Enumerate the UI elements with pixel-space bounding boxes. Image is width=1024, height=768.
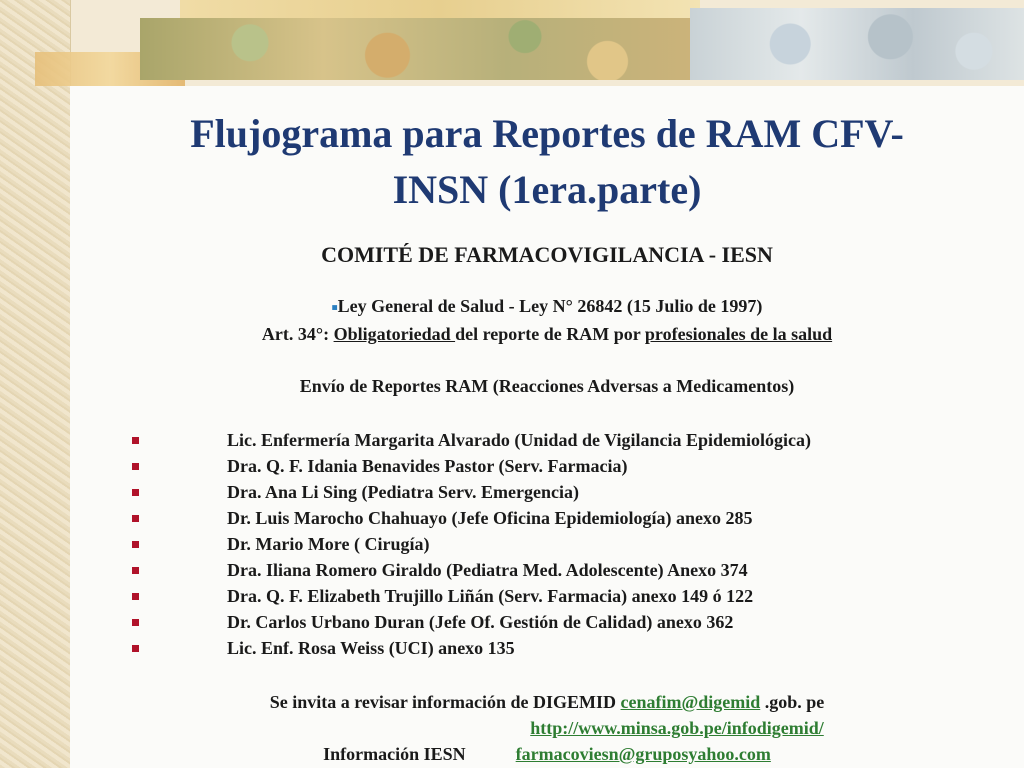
list-item (70, 558, 1024, 584)
law-reference-text: Ley General de Salud - Ley N° 26842 (15 Julio de 1997) (337, 296, 763, 316)
digemid-invitation (70, 692, 1024, 713)
contact-text: Dra. Iliana Romero Giraldo (Pediatra Med. Adolescente) Anexo 374 (227, 560, 748, 580)
iesn-info-label: Información IESN (323, 744, 466, 764)
square-bullet-icon (132, 489, 139, 496)
law-article-professionals: profesionales de la salud (644, 324, 833, 344)
square-bullet-icon (132, 515, 139, 522)
law-article-middle: del reporte de RAM por (455, 324, 645, 344)
list-item (70, 506, 1024, 532)
square-bullet-icon (132, 463, 139, 470)
slide-title-line2: INSN (1era.parte) (392, 167, 702, 212)
square-bullet-icon (132, 645, 139, 652)
invitation-text: Se invita a revisar información de DIGEMID (269, 692, 621, 712)
list-item (70, 454, 1024, 480)
slide-title (70, 106, 1024, 218)
law-article (70, 324, 1024, 345)
committee-heading: COMITÉ DE FARMACOVIGILANCIA - IESN (321, 242, 773, 267)
contact-text: Dr. Mario More ( Cirugía) (227, 534, 430, 554)
bullet-icon: ■ (331, 302, 338, 314)
list-item (70, 610, 1024, 636)
square-bullet-icon (132, 593, 139, 600)
minsa-url-line (70, 718, 1024, 739)
list-item (70, 584, 1024, 610)
law-article-prefix: Art. 34°: (261, 324, 334, 344)
contact-text: Lic. Enf. Rosa Weiss (UCI) anexo 135 (227, 638, 515, 658)
decorative-banner-right (690, 8, 1024, 80)
list-item (70, 480, 1024, 506)
contact-text: Dra. Q. F. Elizabeth Trujillo Liñán (Serv. Farmacia) anexo 149 ó 122 (227, 586, 754, 606)
digemid-email-link[interactable]: cenafim@digemid (620, 692, 761, 712)
contact-text: Dr. Carlos Urbano Duran (Jefe Of. Gestión de Calidad) anexo 362 (227, 612, 734, 632)
slide-title-line1: Flujograma para Reportes de RAM CFV- (190, 111, 904, 156)
square-bullet-icon (132, 437, 139, 444)
report-submission-heading: Envío de Reportes RAM (Reacciones Adversas a Medicamentos) (299, 376, 795, 396)
square-bullet-icon (132, 541, 139, 548)
contact-text: Dr. Luis Marocho Chahuayo (Jefe Oficina Epidemiología) anexo 285 (227, 508, 753, 528)
minsa-url-link[interactable]: http://www.minsa.gob.pe/infodigemid/ (530, 718, 824, 738)
decorative-banner-leaves (140, 18, 690, 80)
contact-list (70, 428, 1024, 662)
invitation-suffix: .gob. pe (760, 692, 825, 712)
iesn-email-link[interactable]: farmacoviesn@gruposyahoo.com (515, 744, 771, 764)
law-reference (70, 296, 1024, 317)
square-bullet-icon (132, 619, 139, 626)
list-item (70, 428, 1024, 454)
square-bullet-icon (132, 567, 139, 574)
contact-text: Dra. Q. F. Idania Benavides Pastor (Serv. Farmacia) (227, 456, 628, 476)
law-article-obligation: Obligatoriedad (333, 324, 456, 344)
paper-texture-strip (0, 0, 71, 768)
contact-text: Lic. Enfermería Margarita Alvarado (Unidad de Vigilancia Epidemiológica) (227, 430, 811, 450)
contact-text: Dra. Ana Li Sing (Pediatra Serv. Emergencia) (227, 482, 579, 502)
iesn-info-line (70, 744, 1024, 765)
list-item (70, 636, 1024, 662)
list-item (70, 532, 1024, 558)
slide-content (70, 86, 1024, 768)
